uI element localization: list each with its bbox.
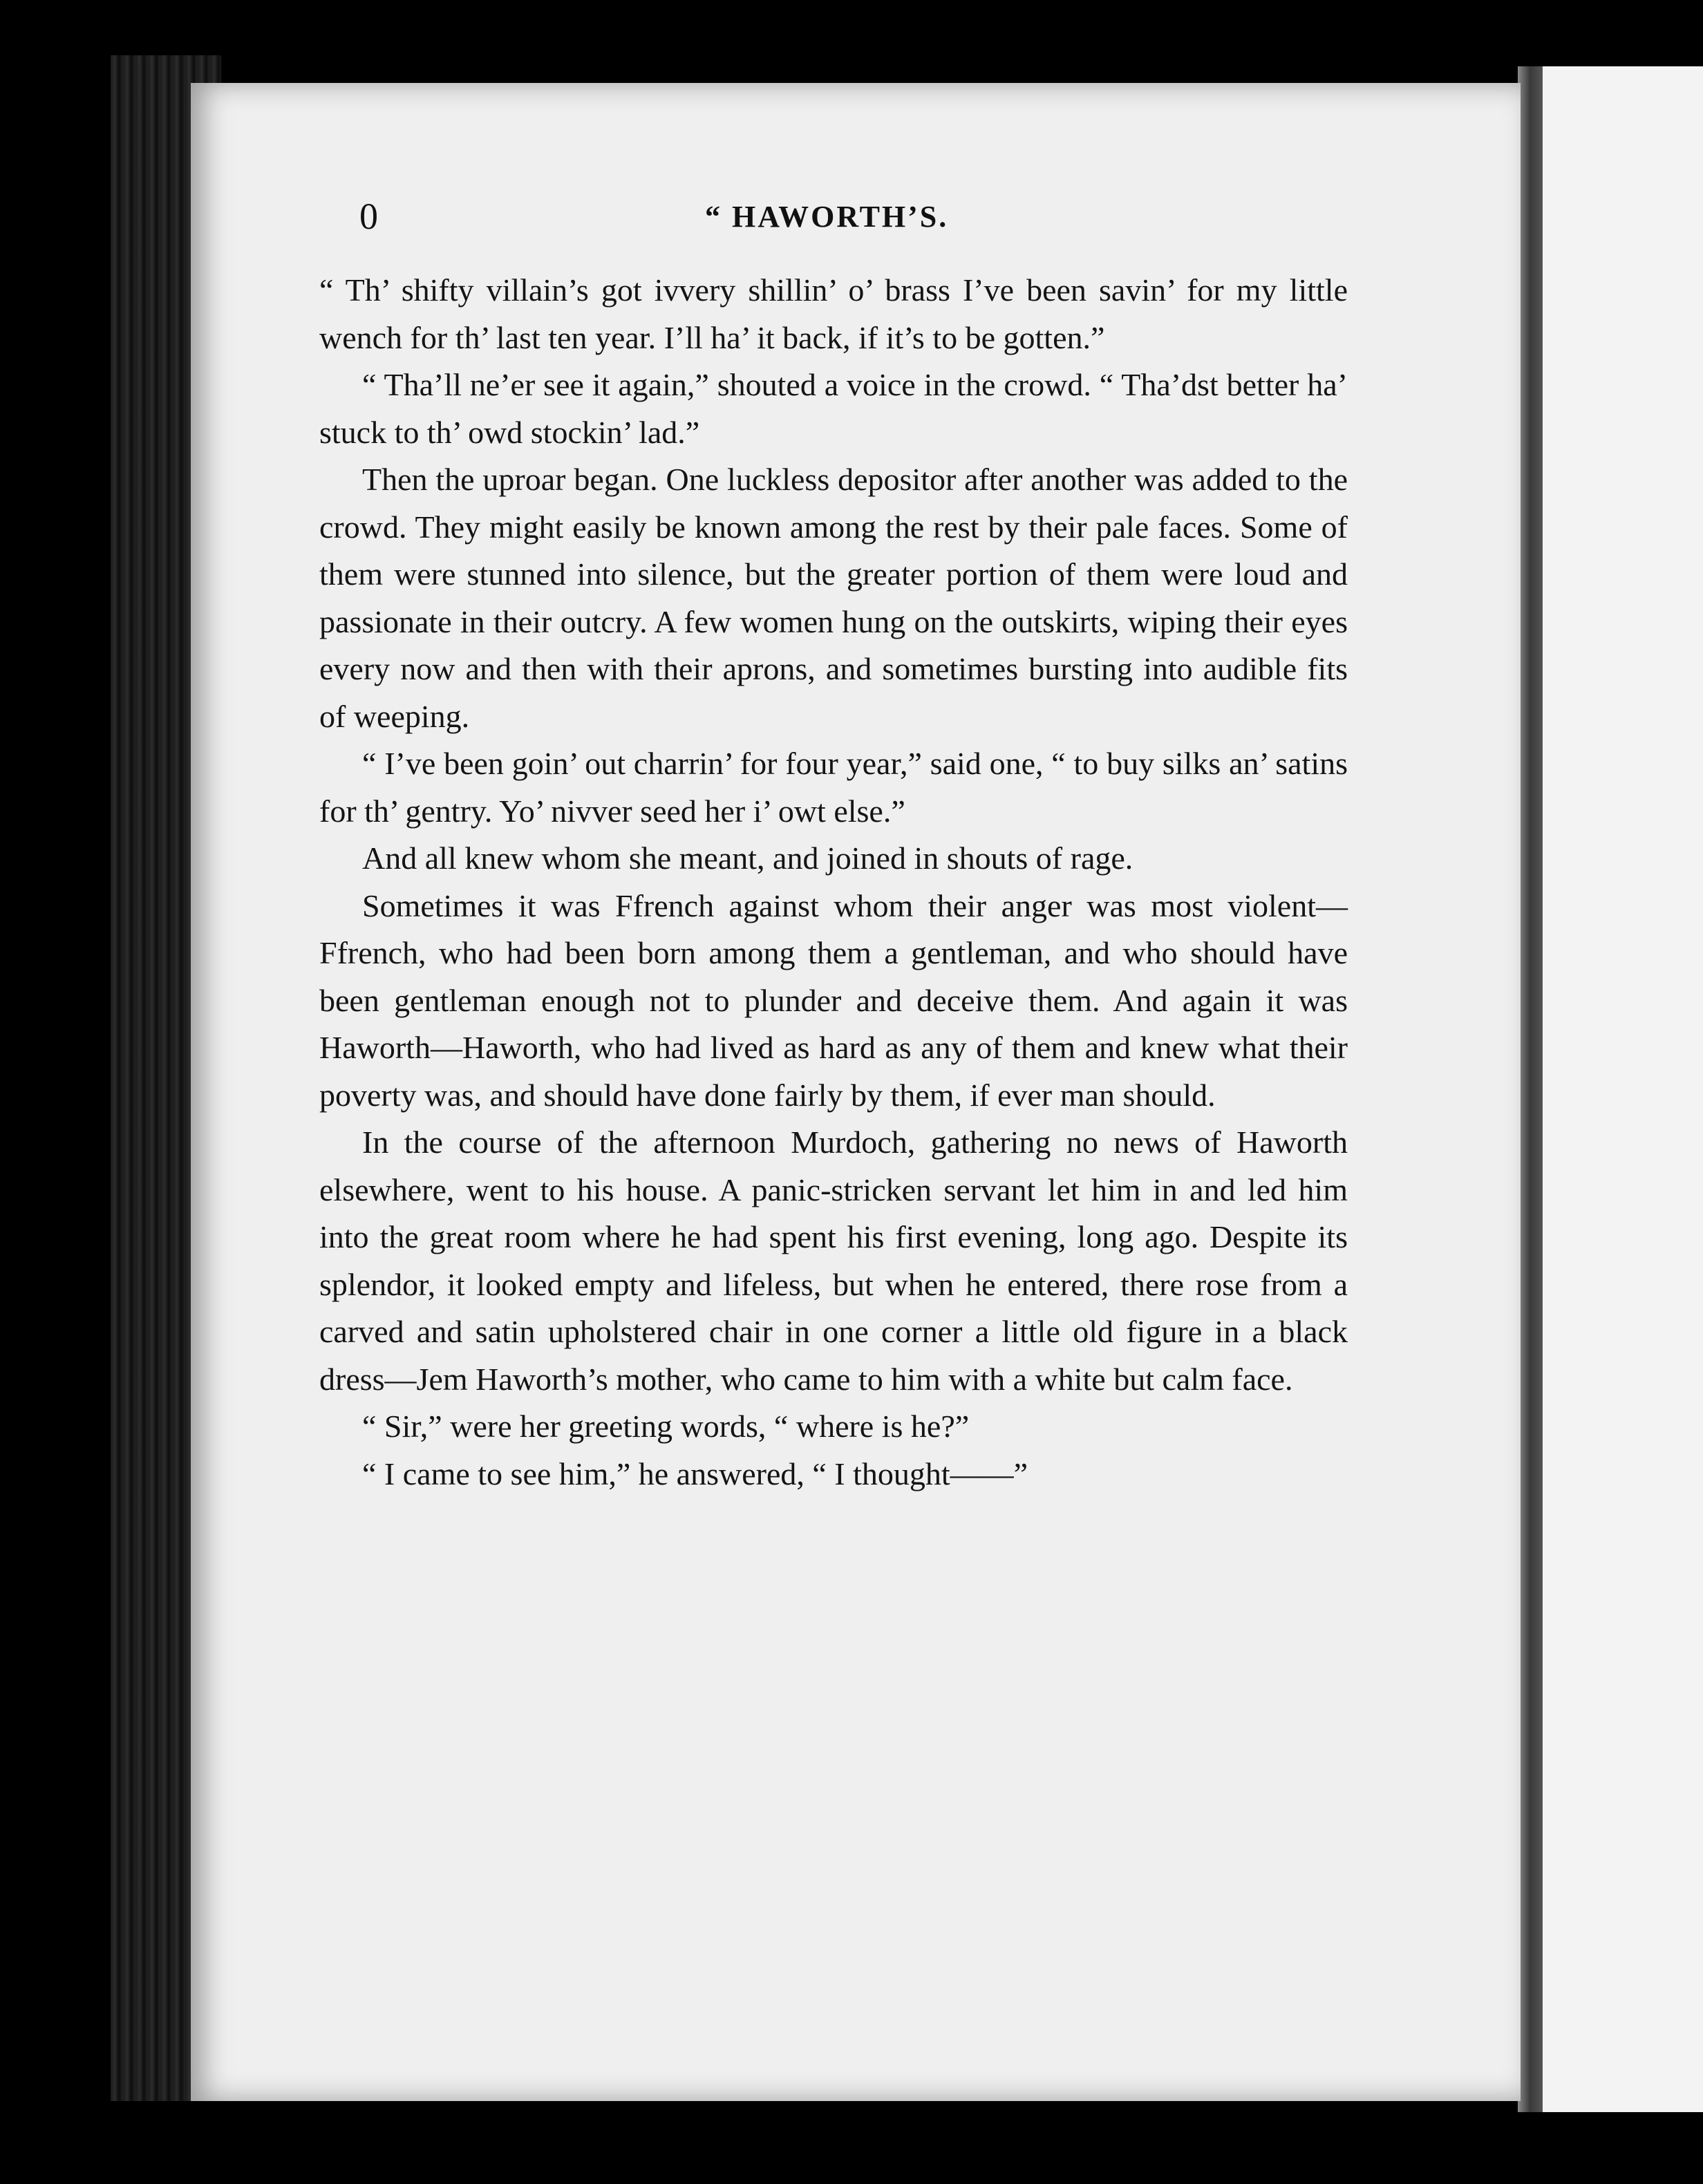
page-number: 0 — [359, 196, 378, 237]
paragraph: “ Tha’ll ne’er see it again,” shouted a voice in the crowd. “ Tha’dst better ha’ stuck to th’ owd stockin’ lad.” — [319, 367, 1348, 450]
paragraph: Then the uproar began. One luckless depositor after another was added to the crowd. They might easily be known among the rest by their pale faces. Some of them were stunned into silence, but the greater portion of them were loud and passionate in their outcry. A few women hung on the outskirts, wiping their eyes every now and then with their aprons, and sometimes bursting into audible fits of weeping. — [319, 462, 1348, 734]
paragraph: “ I came to see him,” he answered, “ I thought——” — [362, 1456, 1028, 1491]
paragraph: “ I’ve been goin’ out charrin’ for four year,” said one, “ to buy silks an’ satins for th’ gentry. Yo’ nivver seed her i’ owt else.” — [319, 746, 1348, 829]
running-head: “ HAWORTH’S. — [705, 200, 949, 234]
paragraph: “ Th’ shifty villain’s got ivvery shillin’ o’ brass I’ve been savin’ for my little wench for th’ last ten year. I’ll ha’ it back, if it’s to be gotten.” — [319, 272, 1348, 355]
facing-page — [1543, 66, 1703, 2112]
paragraph: Sometimes it was Ffrench against whom their anger was most violent—Ffrench, who had been born among them a gentleman, and who should have been gentleman enough not to plunder and deceive them. And again it was Haworth—Haworth, who had lived as hard as any of them and knew what their poverty was, and should have done fairly by them, if ever man should. — [319, 887, 1348, 1113]
paragraph: “ Sir,” were her greeting words, “ where is he?” — [362, 1409, 970, 1444]
body-text — [319, 267, 1348, 1498]
paragraph: In the course of the afternoon Murdoch, gathering no news of Haworth elsewhere, went to his house. A panic-stricken servant let him in and led him into the great room where he had spent his first evening, long ago. Despite its splendor, it looked empty and lifeless, but when he entered, there rose from a carved and satin upholstered chair in one corner a little old figure in a black dress—Jem Haworth’s mother, who came to him with a white but calm face. — [319, 1124, 1348, 1397]
paragraph: And all knew whom she meant, and joined in shouts of rage. — [362, 840, 1133, 876]
page-header — [359, 195, 1410, 243]
page-edge-divider — [1518, 66, 1545, 2112]
